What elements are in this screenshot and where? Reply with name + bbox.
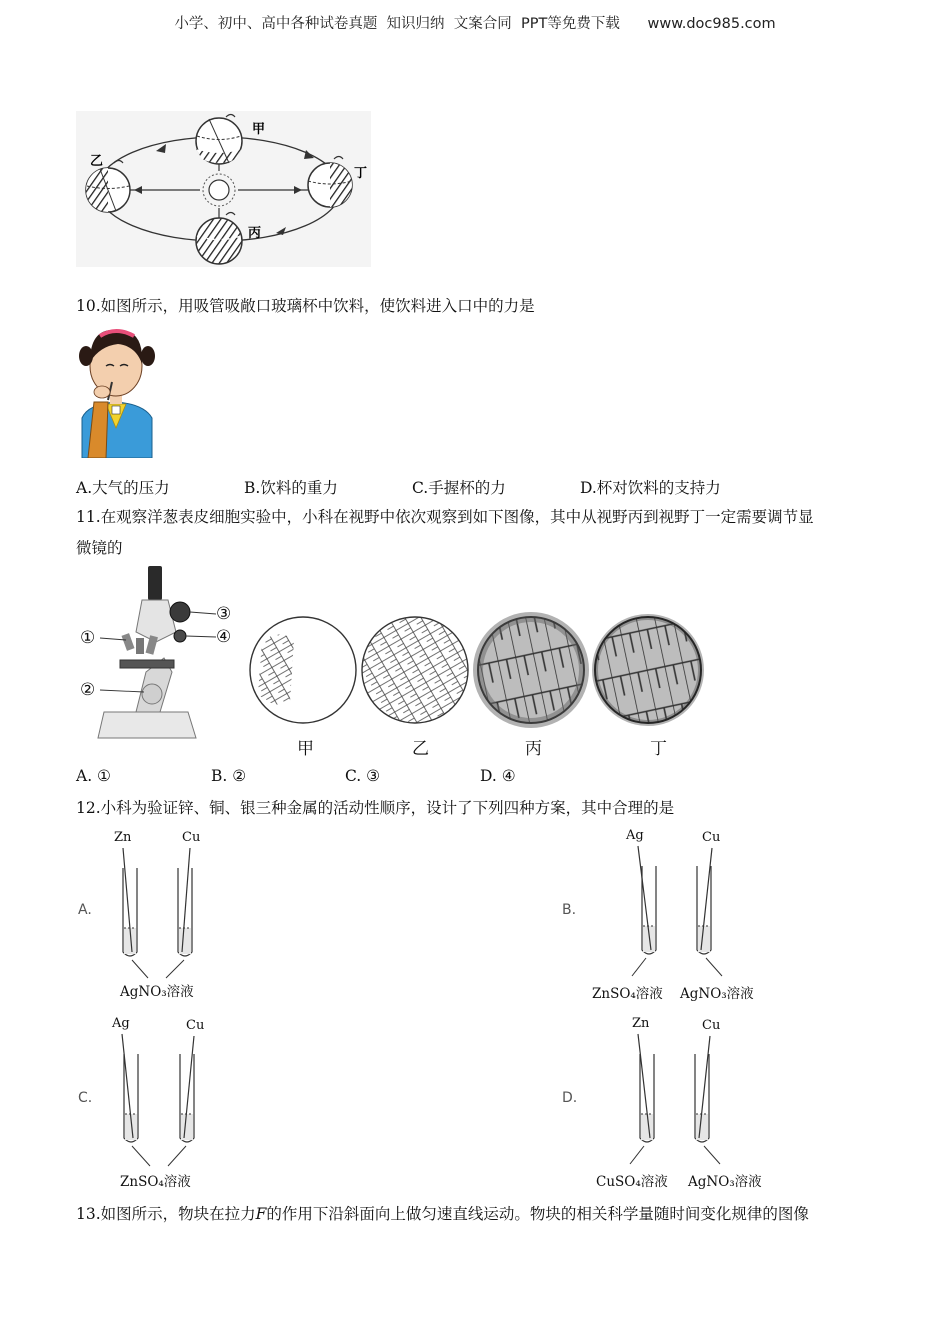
q12-option-c[interactable]	[76, 1014, 246, 1190]
microscope-part-2-label: ②	[80, 680, 96, 700]
q10-option-d[interactable]: D.杯对饮料的支持力	[580, 479, 721, 497]
q11-option-b[interactable]: B. ②	[211, 767, 247, 785]
q13-text-after: 的作用下沿斜面向上做匀速直线运动。物块的相关科学量随时间变化规律的图像	[266, 1205, 809, 1223]
q12-option-a-letter: A.	[78, 902, 92, 918]
q12-a-solution: AgNO₃溶液	[120, 984, 194, 1000]
earth-orbit-figure	[76, 111, 371, 267]
question-13-text	[76, 1202, 809, 1224]
q12-b-solution-2: AgNO₃溶液	[680, 986, 754, 1002]
view-ding	[595, 617, 701, 723]
label-bing: 丙	[248, 226, 262, 241]
q12-c-solution: ZnSO₄溶液	[120, 1174, 191, 1190]
q12-a-metal-2: Cu	[182, 830, 201, 845]
label-ding: 丁	[354, 166, 368, 181]
question-11-line1: 11.在观察洋葱表皮细胞实验中，小科在视野中依次观察到如下图像，其中从视野丙到视野丁一定需要调节显	[76, 508, 814, 526]
q11-option-d[interactable]: D. ④	[480, 767, 516, 785]
q12-a-tube-1	[123, 868, 137, 956]
q12-b-metal-2: Cu	[702, 830, 721, 845]
view-jia-label: 甲	[297, 739, 314, 759]
question-11-line2: 微镜的	[76, 539, 123, 557]
earth-yi-icon	[86, 168, 130, 212]
q11-option-a[interactable]: A. ①	[76, 767, 111, 785]
q11-option-c[interactable]: C. ③	[345, 767, 381, 785]
q12-d-solution-1: CuSO₄溶液	[596, 1174, 668, 1190]
q12-d-solution-2: AgNO₃溶液	[688, 1174, 762, 1190]
view-bing	[478, 617, 584, 723]
earth-ding-icon	[308, 163, 352, 207]
girl-drinking-figure	[78, 322, 156, 458]
q12-c-tube-2	[180, 1054, 194, 1142]
earth-jia-icon	[196, 118, 242, 164]
microscope-part-3-label: ③	[216, 604, 232, 624]
q12-d-metal-1: Zn	[632, 1016, 650, 1031]
q12-b-solution-1: ZnSO₄溶液	[592, 986, 663, 1002]
q12-c-metal-2: Cu	[186, 1018, 205, 1033]
q12-c-metal-1: Ag	[112, 1016, 130, 1031]
view-bing-label: 丙	[525, 739, 542, 759]
q12-option-b-letter: B.	[562, 902, 577, 918]
microscope-figure	[76, 562, 246, 744]
q12-option-c-letter: C.	[78, 1090, 93, 1106]
question-12-text: 12.小科为验证锌、铜、银三种金属的活动性顺序，设计了下列四种方案，其中合理的是	[76, 799, 675, 817]
view-yi	[362, 617, 468, 723]
q13-force-symbol: F	[255, 1205, 267, 1223]
q13-text-before: 13.如图所示，物块在拉力	[76, 1205, 256, 1223]
q12-b-tube-1	[642, 866, 656, 954]
q12-a-metal-1: Zn	[114, 830, 132, 845]
microscope-part-1-label: ①	[80, 628, 96, 648]
q12-d-metal-2: Cu	[702, 1018, 721, 1033]
page-header: 小学、初中、高中各种试卷真题 知识归纳 文案合同 PPT等免费下载 www.doc985.com	[174, 16, 776, 32]
earth-orbit-diagram	[76, 111, 371, 267]
question-10-text: 10.如图所示，用吸管吸敞口玻璃杯中饮料，使饮料进入口中的力是	[76, 297, 535, 315]
q12-option-d[interactable]	[558, 1014, 778, 1190]
sun-icon	[203, 174, 235, 206]
q12-option-b[interactable]	[558, 826, 778, 1002]
label-yi: 乙	[90, 154, 104, 169]
microscope-part-4-label: ④	[216, 627, 232, 647]
q12-b-metal-1: Ag	[626, 828, 644, 843]
q10-option-b[interactable]: B.饮料的重力	[244, 479, 338, 497]
label-jia: 甲	[252, 122, 266, 137]
microscope-views	[248, 612, 708, 730]
view-jia	[250, 617, 356, 723]
q12-option-d-letter: D.	[562, 1090, 578, 1106]
earth-bing-icon	[196, 218, 242, 264]
q10-option-c[interactable]: C.手握杯的力	[412, 479, 506, 497]
view-yi-label: 乙	[412, 739, 429, 759]
view-ding-label: 丁	[650, 739, 667, 759]
q12-option-a[interactable]	[76, 826, 246, 998]
q10-option-a[interactable]: A.大气的压力	[76, 479, 170, 497]
